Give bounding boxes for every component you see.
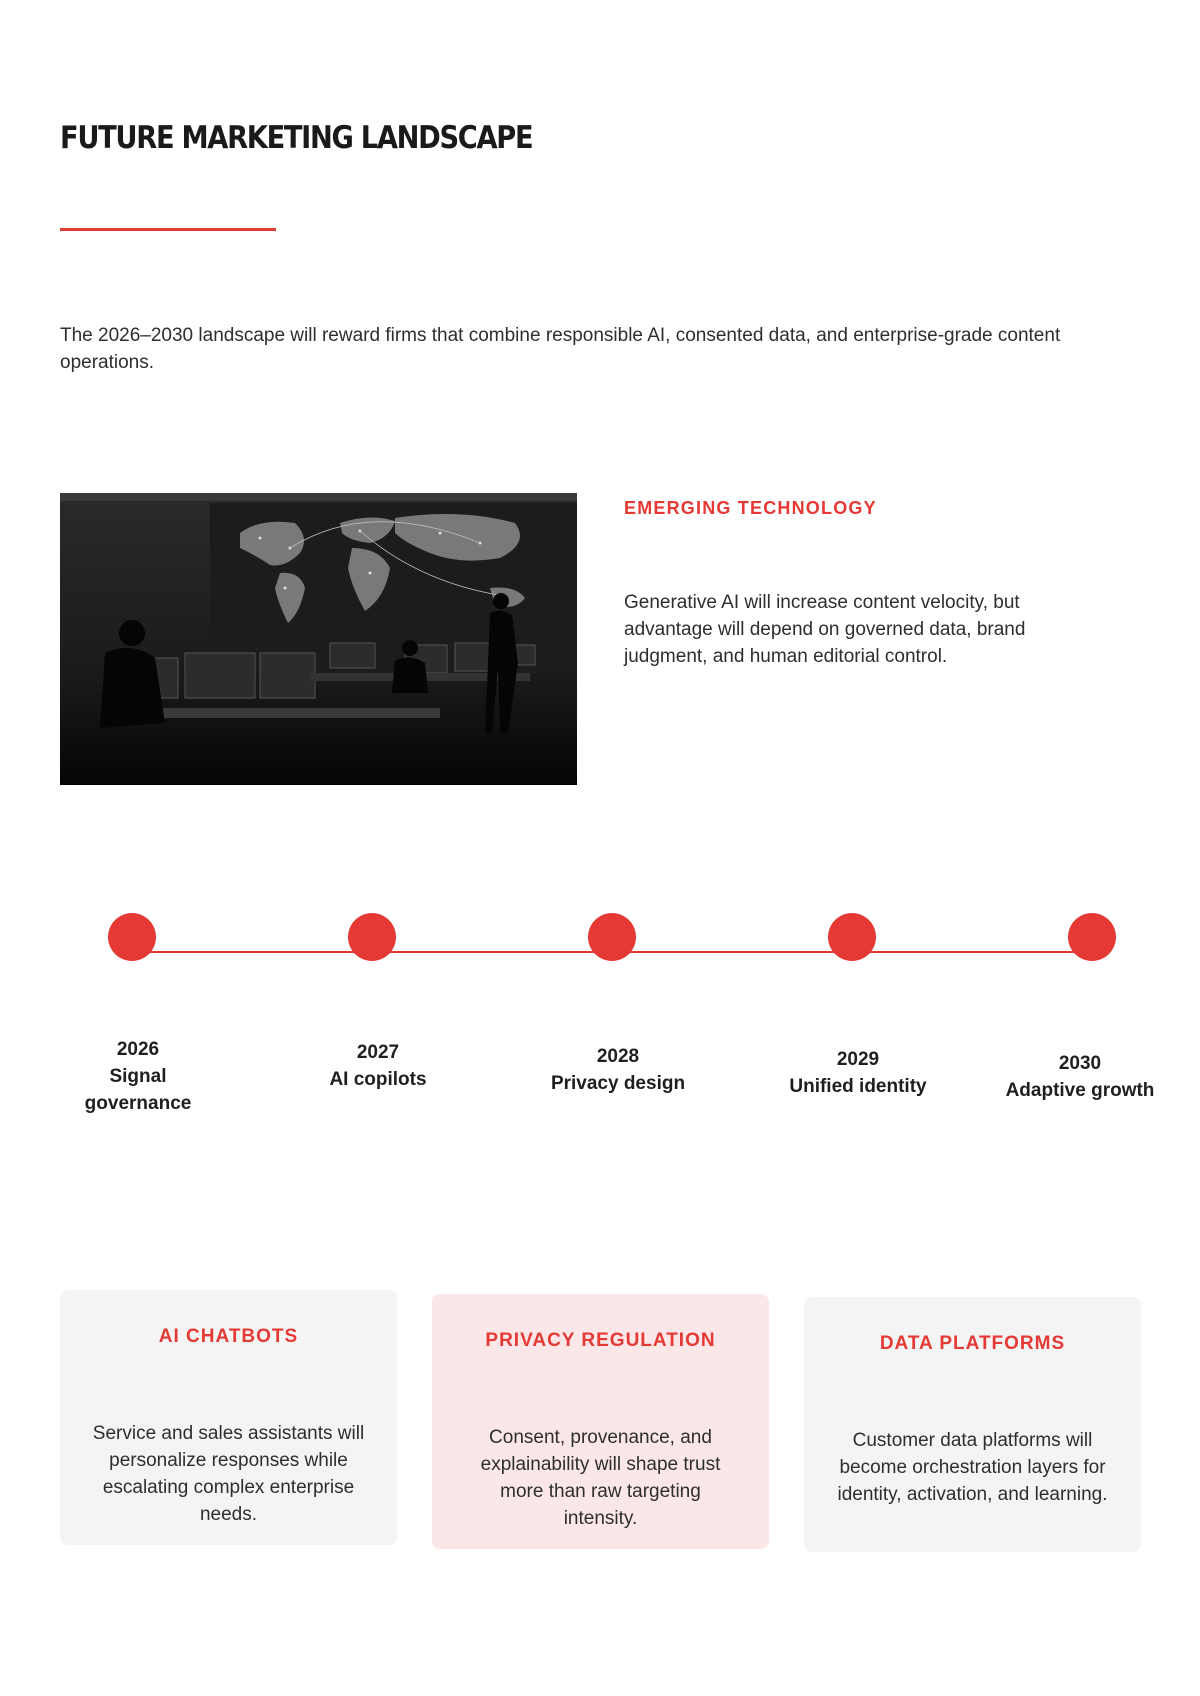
timeline-year: 2029 <box>836 1049 880 1070</box>
timeline-milestone: Privacy design <box>550 1073 686 1094</box>
timeline-label-2027 <box>283 1039 473 1093</box>
timeline-label-2030 <box>985 1050 1175 1104</box>
title-underline <box>60 228 276 231</box>
card-body: Consent, provenance, and explainability will shape trust more than raw targeting intensity. <box>480 1427 721 1529</box>
timeline-label-2028 <box>523 1043 713 1097</box>
card-title: PRIVACY REGULATION <box>485 1330 716 1351</box>
card-ai-chatbots <box>60 1290 397 1545</box>
card-body: Customer data platforms will become orchestration layers for identity, activation, and learning. <box>837 1430 1108 1505</box>
timeline-year: 2027 <box>356 1042 400 1063</box>
timeline-dot-2026 <box>108 913 156 961</box>
timeline-dot-2028 <box>588 913 636 961</box>
timeline-year: 2030 <box>1058 1053 1102 1074</box>
section-label-emerging-technology: EMERGING TECHNOLOGY <box>624 498 877 518</box>
card-title: DATA PLATFORMS <box>879 1333 1066 1354</box>
page-title: FUTURE MARKETING LANDSCAPE <box>60 120 533 156</box>
timeline-label-2026 <box>43 1036 233 1117</box>
emerging-technology-text: Generative AI will increase content velocity, but advantage will depend on governed data, brand judgment, and human editorial control. <box>624 592 1026 667</box>
timeline-year: 2028 <box>596 1046 640 1067</box>
timeline-milestone: AI copilots <box>329 1069 427 1090</box>
card-body: Service and sales assistants will personalize responses while escalating complex enterprise needs. <box>92 1423 365 1525</box>
timeline-milestone: Unified identity <box>789 1076 927 1097</box>
control-room-photo <box>60 493 577 785</box>
card-data-platforms <box>804 1297 1141 1552</box>
timeline-dot-2030 <box>1068 913 1116 961</box>
card-title: AI CHATBOTS <box>158 1326 299 1347</box>
timeline-milestone: Adaptive growth <box>1005 1080 1155 1101</box>
timeline-label-2029 <box>763 1046 953 1100</box>
timeline-milestone: Signal governance <box>84 1066 192 1114</box>
card-privacy-regulation <box>432 1294 769 1549</box>
timeline-year: 2026 <box>116 1039 160 1060</box>
timeline-dot-2029 <box>828 913 876 961</box>
timeline-dot-2027 <box>348 913 396 961</box>
intro-paragraph: The 2026–2030 landscape will reward firms that combine responsible AI, consented data, and enterprise-grade content operations. <box>60 325 1061 373</box>
